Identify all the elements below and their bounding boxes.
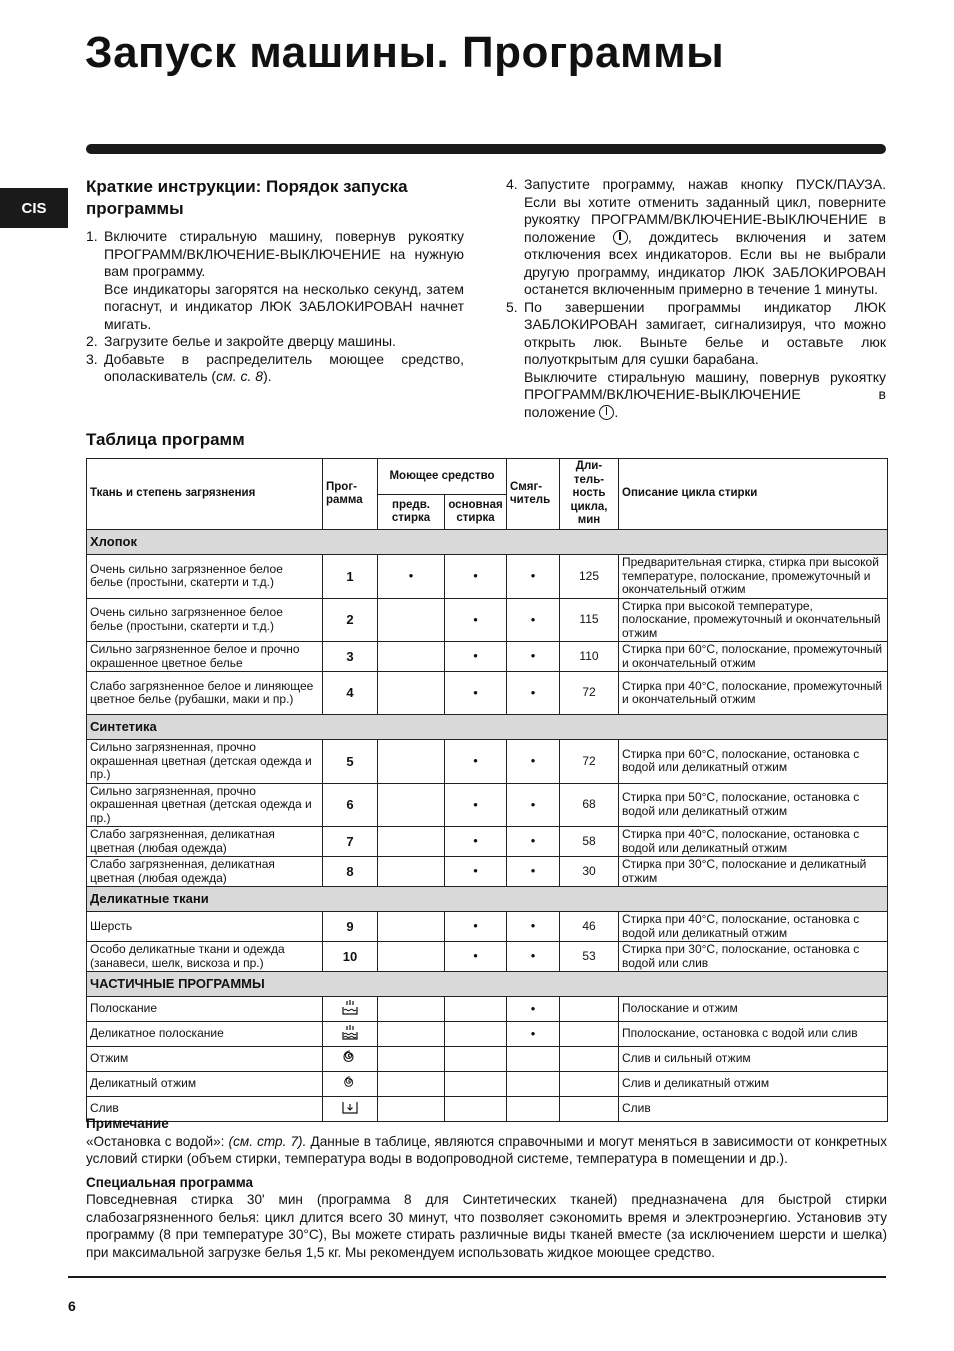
- header-detergent: Моющее средство: [378, 459, 507, 495]
- partial-program-row: [87, 997, 888, 1022]
- mainwash-cell: [445, 1022, 507, 1047]
- description-cell: Слив: [619, 1097, 888, 1122]
- program-number-cell: 7: [323, 827, 378, 857]
- program-row: [87, 740, 888, 784]
- special-text: Повседневная стирка 30' мин (программа 8 для Синтетических тканей) предназначена для быстрой стирки слабозагрязненного белья: цикл длится всего 30 минут, что позволяет сэкономить время и электроэнергию. Установив эту программу (8 при температуре 30°С), Вы можете стирать различные виды тканей вместе (за исключением шерсти и шелка) при максимальной загрузке белья 1,5 кг. Мы рекомендуем использовать жидкое моющее средство.: [86, 1192, 887, 1260]
- program-row: [87, 912, 888, 942]
- prewash-cell: [378, 1072, 445, 1097]
- duration-cell: 58: [560, 827, 619, 857]
- description-cell: Стирка при 40°С, полоскание, остановка с водой или деликатный отжим: [619, 827, 888, 857]
- language-tab: CIS: [0, 188, 68, 228]
- step-5: 5. По завершении программы индикатор ЛЮК ЗАБЛОКИРОВАН замигает, сигнализируя, что можно открыть люк. Выньте белье и оставьте люк полуоткрытым для сушки барабана. Выключите стиральную машину, повернув рукоятку ПРОГРАММ/ВКЛЮЧЕНИЕ-ВЫКЛЮЧЕНИЕ в положение .: [506, 298, 886, 420]
- mainwash-cell: [445, 555, 507, 599]
- step-3-ref: см. с. 8: [216, 368, 264, 384]
- softener-cell: [507, 997, 560, 1022]
- section-title: Деликатные ткани: [87, 887, 888, 912]
- page-number: 6: [68, 1298, 76, 1314]
- description-cell: Пполоскание, остановка с водой или слив: [619, 1022, 888, 1047]
- program-number-cell: 8: [323, 857, 378, 887]
- description-cell: Стирка при 50°С, полоскание, остановка с водой или деликатный отжим: [619, 783, 888, 827]
- section-header-row: [87, 715, 888, 740]
- program-row: [87, 672, 888, 715]
- softener-cell: [507, 1047, 560, 1072]
- mainwash-cell: [445, 1047, 507, 1072]
- section-title: Хлопок: [87, 530, 888, 555]
- program-row: [87, 642, 888, 672]
- step-2: 2. Загрузите белье и закройте дверцу машины.: [86, 333, 396, 349]
- fabric-cell: Особо деликатные ткани и одежда (занавеси, шелк, вискоза и пр.): [87, 942, 323, 972]
- section-title: Синтетика: [87, 715, 888, 740]
- mainwash-cell: [445, 827, 507, 857]
- header-fabric: Ткань и степень загрязнения: [87, 459, 323, 530]
- duration-cell: 125: [560, 555, 619, 599]
- program-number-cell: 6: [323, 783, 378, 827]
- prewash-cell: [378, 857, 445, 887]
- prewash-cell: [378, 642, 445, 672]
- duration-cell: 30: [560, 857, 619, 887]
- program-symbol-cell: [323, 1022, 378, 1047]
- power-off-icon: [613, 230, 628, 245]
- prewash-cell: [378, 1047, 445, 1072]
- mainwash-cell: [445, 997, 507, 1022]
- program-number-cell: 3: [323, 642, 378, 672]
- section-header-row: [87, 972, 888, 997]
- program-row: [87, 942, 888, 972]
- prewash-cell: [378, 912, 445, 942]
- section-title: ЧАСТИЧНЫЕ ПРОГРАММЫ: [87, 972, 888, 997]
- spin-icon: [341, 1054, 359, 1068]
- step-1-extra: Все индикаторы загорятся на несколько секунд, затем погаснут, и индикатор ЛЮК ЗАБЛОКИРОВАН начнет мигать.: [104, 280, 464, 332]
- mainwash-cell: [445, 642, 507, 672]
- softener-cell: [507, 598, 560, 642]
- description-cell: Стирка при 30°С, полоскание и деликатный отжим: [619, 857, 888, 887]
- softener-cell: [507, 857, 560, 887]
- prewash-cell: [378, 598, 445, 642]
- softener-cell: [507, 1072, 560, 1097]
- description-cell: Слив и деликатный отжим: [619, 1072, 888, 1097]
- step-1-text: Включите стиральную машину, повернув рукоятку ПРОГРАММ/ВКЛЮЧЕНИЕ-ВЫКЛЮЧЕНИЕ на нужную вам программу.: [104, 228, 464, 279]
- duration-cell: 110: [560, 642, 619, 672]
- program-row: [87, 598, 888, 642]
- mainwash-cell: [445, 740, 507, 784]
- program-row: [87, 555, 888, 599]
- program-row: [87, 857, 888, 887]
- header-duration: Дли-тель-ность цикла, мин: [560, 459, 619, 530]
- prewash-cell: [378, 827, 445, 857]
- prewash-cell: [378, 740, 445, 784]
- program-number-cell: 4: [323, 672, 378, 715]
- duration-cell: 72: [560, 672, 619, 715]
- fabric-cell: Слабо загрязненная, деликатная цветная (любая одежда): [87, 857, 323, 887]
- duration-cell: 46: [560, 912, 619, 942]
- mainwash-cell: [445, 1072, 507, 1097]
- note-title: Примечание: [86, 1116, 169, 1131]
- program-number-cell: 1: [323, 555, 378, 599]
- softener-cell: [507, 672, 560, 715]
- program-row: [87, 827, 888, 857]
- description-cell: Стирка при 60°С, полоскание, остановка с водой или деликатный отжим: [619, 740, 888, 784]
- softener-cell: [507, 827, 560, 857]
- programs-table: [86, 458, 888, 1122]
- mainwash-cell: [445, 942, 507, 972]
- power-off-icon: [599, 405, 614, 420]
- header-softener: Смяг-читель: [507, 459, 560, 530]
- program-number-cell: 9: [323, 912, 378, 942]
- mainwash-cell: [445, 672, 507, 715]
- program-symbol-cell: [323, 1072, 378, 1097]
- fabric-cell: Сильно загрязненная, прочно окрашенная цветная (детская одежда и пр.): [87, 740, 323, 784]
- bottom-divider: [68, 1276, 886, 1278]
- instructions-right-column: [506, 176, 886, 421]
- duration-cell: [560, 1022, 619, 1047]
- mainwash-cell: [445, 857, 507, 887]
- mainwash-cell: [445, 912, 507, 942]
- step-3: 3. Добавьте в распределитель моющее средство, ополаскиватель (см. с. 8).: [86, 350, 464, 384]
- softener-cell: [507, 740, 560, 784]
- step-4: 4. Запустите программу, нажав кнопку ПУСК/ПАУЗА. Если вы хотите отменить заданный цикл, поверните рукоятку ПРОГРАММ/ВКЛЮЧЕНИЕ-ВЫКЛЮЧЕНИЕ в положение , дождитесь включения и затем отключения всех индикаторов. Если вы не выбрали другую программу, индикатор ЛЮК ЗАБЛОКИРОВАН останется включенным примерно в течение 1 минуты.: [506, 176, 887, 297]
- prewash-cell: [378, 942, 445, 972]
- prewash-cell: [378, 672, 445, 715]
- prewash-cell: [378, 555, 445, 599]
- step-2-text: Загрузите белье и закройте дверцу машины.: [104, 333, 396, 349]
- note-text: «Остановка с водой»: (см. стр. 7). Данные в таблице, являются справочными и могут меняться в зависимости от конкретных условий стирки (объем стирки, температура воды в водопроводной системе, температура в помещении и др.).: [86, 1133, 887, 1166]
- instructions-title: Краткие инструкции: Порядок запуска программы: [86, 177, 408, 218]
- duration-cell: 53: [560, 942, 619, 972]
- fabric-cell: Слабо загрязненное белое и линяющее цветное белье (рубашки, маки и пр.): [87, 672, 323, 715]
- duration-cell: 68: [560, 783, 619, 827]
- partial-program-row: [87, 1022, 888, 1047]
- fabric-cell: Слив: [87, 1097, 323, 1122]
- duration-cell: [560, 1072, 619, 1097]
- notes-block: [86, 1115, 887, 1261]
- delicate-rinse-icon: [341, 1029, 359, 1043]
- description-cell: Слив и сильный отжим: [619, 1047, 888, 1072]
- fabric-cell: Полоскание: [87, 997, 323, 1022]
- mainwash-cell: [445, 598, 507, 642]
- delicate-spin-icon: [341, 1079, 359, 1093]
- table-title: Таблица программ: [86, 430, 245, 449]
- program-number-cell: 2: [323, 598, 378, 642]
- description-cell: Стирка при 40°С, полоскание, остановка с водой или деликатный отжим: [619, 912, 888, 942]
- prewash-cell: [378, 783, 445, 827]
- top-divider: [86, 144, 886, 154]
- fabric-cell: Отжим: [87, 1047, 323, 1072]
- fabric-cell: Очень сильно загрязненное белое белье (простыни, скатерти и т.д.): [87, 555, 323, 599]
- duration-cell: 115: [560, 598, 619, 642]
- fabric-cell: Шерсть: [87, 912, 323, 942]
- softener-cell: [507, 942, 560, 972]
- softener-cell: [507, 642, 560, 672]
- header-program: Прог-рамма: [323, 459, 378, 530]
- program-number-cell: 5: [323, 740, 378, 784]
- page-title: Запуск машины. Программы: [85, 28, 725, 77]
- step-1: 1. Включите стиральную машину, повернув рукоятку ПРОГРАММ/ВКЛЮЧЕНИЕ-ВЫКЛЮЧЕНИЕ на нужную вам программу. Все индикаторы загорятся на несколько секунд, затем погаснут, и индикатор ЛЮК ЗАБЛОКИРОВАН начнет мигать.: [86, 228, 464, 332]
- fabric-cell: Сильно загрязненное белое и прочно окрашенное цветное белье: [87, 642, 323, 672]
- step-3-text: Добавьте в распределитель моющее средство, ополаскиватель (: [104, 350, 464, 384]
- fabric-cell: Очень сильно загрязненное белое белье (простыни, скатерти и т.д.): [87, 598, 323, 642]
- duration-cell: [560, 1047, 619, 1072]
- header-prewash: предв. стирка: [378, 495, 445, 530]
- program-row: [87, 783, 888, 827]
- header-mainwash: основная стирка: [445, 495, 507, 530]
- description-cell: Стирка при 30°С, полоскание, остановка с водой или слив: [619, 942, 888, 972]
- fabric-cell: Деликатный отжим: [87, 1072, 323, 1097]
- description-cell: Стирка при 60°С, полоскание, промежуточный и окончательный отжим: [619, 642, 888, 672]
- description-cell: Стирка при высокой температуре, полоскание, промежуточный и окончательный отжим: [619, 598, 888, 642]
- description-cell: Предварительная стирка, стирка при высокой температуре, полоскание, промежуточный и окончательный отжим: [619, 555, 888, 599]
- rinse-icon: [341, 1004, 359, 1018]
- softener-cell: [507, 555, 560, 599]
- section-header-row: [87, 530, 888, 555]
- prewash-cell: [378, 997, 445, 1022]
- fabric-cell: Сильно загрязненная, прочно окрашенная цветная (детская одежда и пр.): [87, 783, 323, 827]
- fabric-cell: Слабо загрязненная, деликатная цветная (любая одежда): [87, 827, 323, 857]
- partial-program-row: [87, 1072, 888, 1097]
- softener-cell: [507, 783, 560, 827]
- special-title: Специальная программа: [86, 1174, 254, 1190]
- description-cell: Полоскание и отжим: [619, 997, 888, 1022]
- program-number-cell: 10: [323, 942, 378, 972]
- instructions-left-column: [86, 176, 464, 386]
- header-description: Описание цикла стирки: [619, 459, 888, 530]
- description-cell: Стирка при 40°С, полоскание, промежуточный и окончательный отжим: [619, 672, 888, 715]
- duration-cell: [560, 997, 619, 1022]
- softener-cell: [507, 1022, 560, 1047]
- section-header-row: [87, 887, 888, 912]
- softener-cell: [507, 912, 560, 942]
- duration-cell: 72: [560, 740, 619, 784]
- program-symbol-cell: [323, 1047, 378, 1072]
- fabric-cell: Деликатное полоскание: [87, 1022, 323, 1047]
- partial-program-row: [87, 1047, 888, 1072]
- program-symbol-cell: [323, 997, 378, 1022]
- prewash-cell: [378, 1022, 445, 1047]
- mainwash-cell: [445, 783, 507, 827]
